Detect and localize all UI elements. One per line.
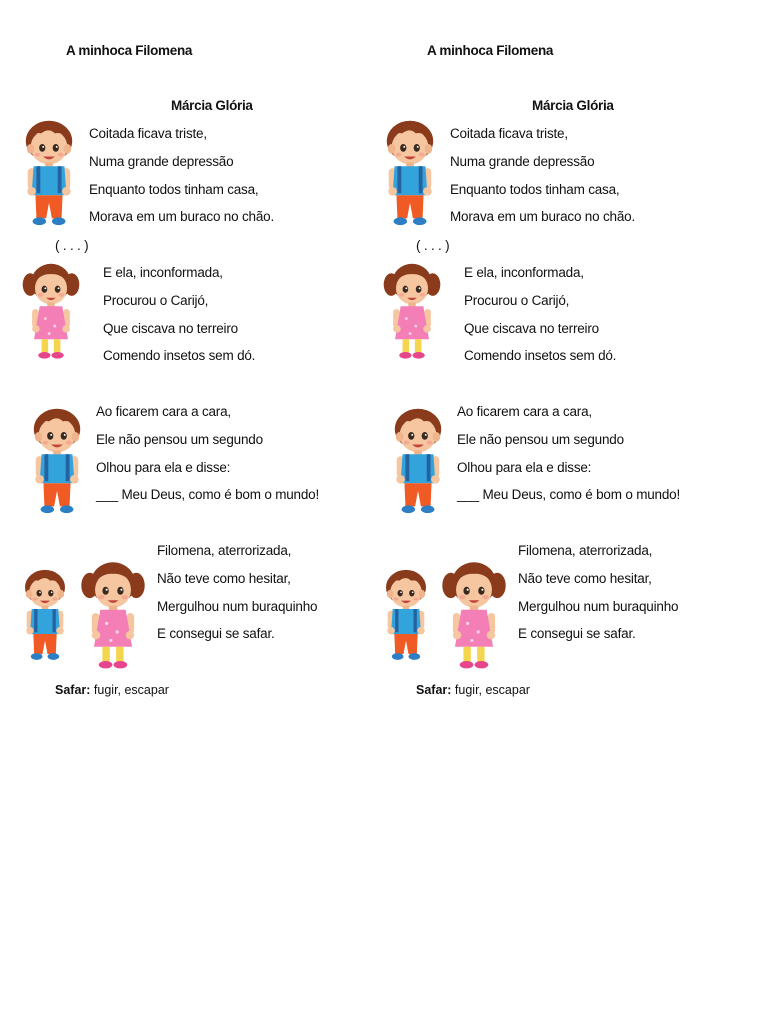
stanza3-line4: ___ Meu Deus, como é bom o mundo! <box>96 487 320 502</box>
stanza4-line2: Não teve como hesitar, <box>518 571 652 586</box>
glossary <box>55 683 169 697</box>
girl-illustration <box>16 260 86 360</box>
girl-illustration <box>439 558 509 670</box>
stanza2-line3: Que ciscava no terreiro <box>464 321 599 336</box>
stanza3-line1: Ao ficarem cara a cara, <box>96 404 231 419</box>
poem-title: A minhoca Filomena <box>66 43 193 58</box>
glossary-term: Safar: <box>55 683 91 697</box>
stanza2-line1: E ela, inconformada, <box>103 265 223 280</box>
stanza4-line4: E consegui se safar. <box>518 626 636 641</box>
stanza1-line4: Morava em um buraco no chão. <box>89 209 274 224</box>
stanza4-line1: Filomena, aterrorizada, <box>518 543 653 558</box>
stanza3-line2: Ele não pensou um segundo <box>457 432 624 447</box>
stanza3-line3: Olhou para ela e disse: <box>96 460 231 475</box>
ellipsis: ( . . . ) <box>55 238 89 253</box>
stanza2-line3: Que ciscava no terreiro <box>103 321 238 336</box>
stanza2-line1: E ela, inconformada, <box>464 265 584 280</box>
girl-illustration <box>377 260 447 360</box>
stanza1-line1: Coitada ficava triste, <box>89 126 207 141</box>
poem-copy-left <box>0 0 384 720</box>
boy-illustration <box>20 556 70 672</box>
stanza2-line2: Procurou o Carijó, <box>103 293 209 308</box>
boy-illustration <box>389 404 447 516</box>
girl-illustration <box>78 558 148 670</box>
stanza1-line4: Morava em um buraco no chão. <box>450 209 635 224</box>
glossary-definition: fugir, escapar <box>451 683 530 697</box>
stanza4-line3: Mergulhou num buraquinho <box>518 599 679 614</box>
stanza1-line1: Coitada ficava triste, <box>450 126 568 141</box>
poem-title: A minhoca Filomena <box>427 43 554 58</box>
stanza4-line1: Filomena, aterrorizada, <box>157 543 292 558</box>
glossary <box>416 683 530 697</box>
poem-author: Márcia Glória <box>171 98 253 113</box>
glossary-definition: fugir, escapar <box>90 683 169 697</box>
poem-copy-right <box>361 0 745 720</box>
stanza2-line4: Comendo insetos sem dó. <box>103 348 256 363</box>
boy-illustration <box>20 116 78 228</box>
boy-illustration <box>381 116 439 228</box>
stanza4-line3: Mergulhou num buraquinho <box>157 599 318 614</box>
ellipsis: ( . . . ) <box>416 238 450 253</box>
boy-illustration <box>28 404 86 516</box>
poem-author: Márcia Glória <box>532 98 614 113</box>
stanza4-line4: E consegui se safar. <box>157 626 275 641</box>
stanza1-line3: Enquanto todos tinham casa, <box>89 182 259 197</box>
stanza1-line2: Numa grande depressão <box>450 154 595 169</box>
stanza3-line1: Ao ficarem cara a cara, <box>457 404 592 419</box>
stanza2-line4: Comendo insetos sem dó. <box>464 348 617 363</box>
stanza3-line4: ___ Meu Deus, como é bom o mundo! <box>457 487 681 502</box>
stanza1-line3: Enquanto todos tinham casa, <box>450 182 620 197</box>
stanza3-line3: Olhou para ela e disse: <box>457 460 592 475</box>
stanza4-line2: Não teve como hesitar, <box>157 571 291 586</box>
stanza3-line2: Ele não pensou um segundo <box>96 432 263 447</box>
boy-illustration <box>381 556 431 672</box>
stanza1-line2: Numa grande depressão <box>89 154 234 169</box>
glossary-term: Safar: <box>416 683 452 697</box>
stanza2-line2: Procurou o Carijó, <box>464 293 570 308</box>
